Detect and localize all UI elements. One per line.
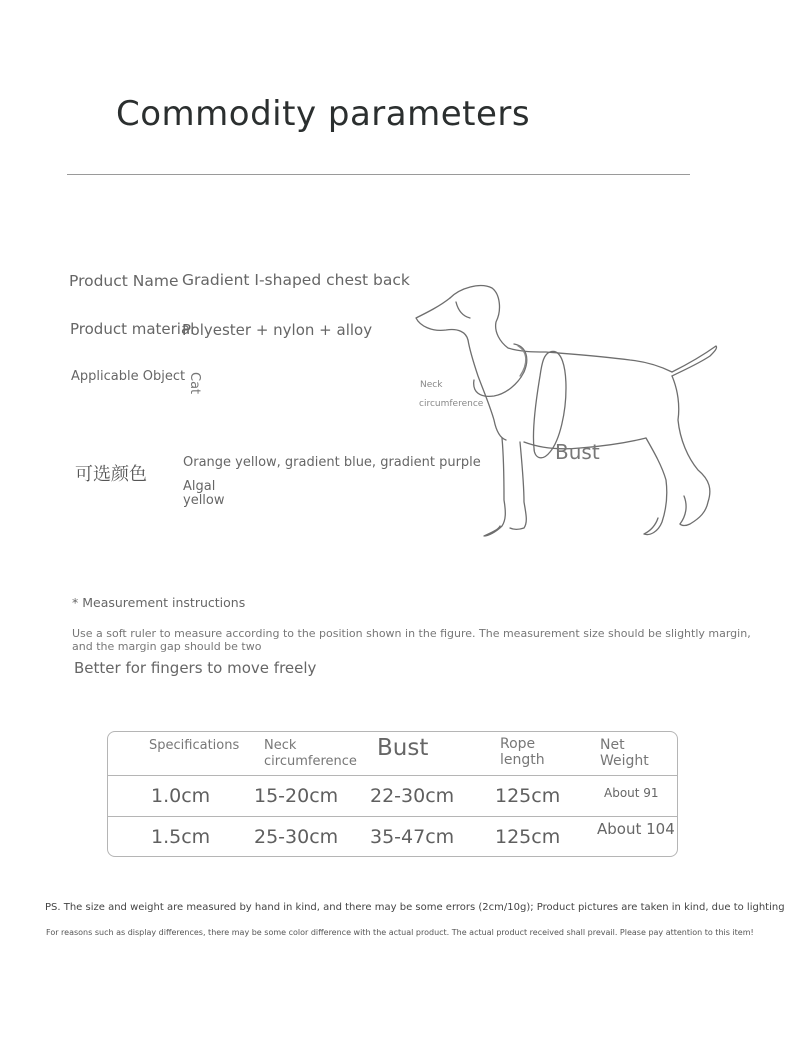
optional-colors-value-2a: Algal	[183, 479, 216, 494]
header-bust: Bust	[377, 735, 429, 761]
neck-label-line1: Neck	[420, 380, 443, 390]
product-name-label: Product Name	[69, 272, 179, 290]
applicable-object-value: Cat	[187, 372, 202, 395]
dog-outline-diagram	[410, 280, 730, 550]
measurement-description-2: Better for fingers to move freely	[74, 659, 317, 677]
header-weight: Net Weight	[600, 737, 649, 769]
table-divider	[108, 816, 677, 817]
header-neck: Neck circumference	[264, 738, 357, 769]
row2-weight: About 104	[597, 820, 675, 838]
row1-spec: 1.0cm	[151, 785, 211, 807]
optional-colors-label: 可选颜色	[75, 464, 147, 485]
bust-label: Bust	[555, 440, 600, 464]
neck-label-line2: circumference	[419, 399, 484, 409]
row1-weight: About 91	[604, 786, 659, 800]
title-divider	[67, 174, 690, 175]
header-rope: Rope length	[500, 736, 545, 768]
optional-colors-value-2b: yellow	[183, 493, 225, 508]
row1-rope: 125cm	[495, 785, 561, 807]
row1-neck: 15-20cm	[254, 785, 339, 807]
ps-note-2: For reasons such as display differences, there may be some color difference with the actual product. The actual product received shall prevail. Please pay attention to this item!	[46, 928, 754, 937]
measurement-title: * Measurement instructions	[72, 595, 246, 610]
header-spec: Specifications	[149, 738, 240, 753]
spec-table	[107, 731, 678, 857]
optional-colors-value: Orange yellow, gradient blue, gradient purple	[183, 455, 481, 470]
row2-spec: 1.5cm	[151, 826, 211, 848]
row1-bust: 22-30cm	[370, 785, 455, 807]
measurement-description: Use a soft ruler to measure according to the position shown in the figure. The measurement size should be slightly margin, and the margin gap should be two	[72, 627, 751, 653]
product-material-label: Product material	[70, 320, 195, 338]
applicable-object-label: Applicable Object	[71, 369, 186, 384]
row2-bust: 35-47cm	[370, 826, 455, 848]
row2-neck: 25-30cm	[254, 826, 339, 848]
row2-rope: 125cm	[495, 826, 561, 848]
product-material-value: Polyester + nylon + alloy	[182, 321, 373, 339]
page-title: Commodity parameters	[116, 94, 531, 134]
ps-note-1: PS. The size and weight are measured by hand in kind, and there may be some errors (2cm/10g); Product pictures are taken in kind, due to lighting	[45, 902, 785, 913]
table-divider	[108, 775, 677, 776]
product-name-value: Gradient I-shaped chest back	[182, 271, 410, 289]
